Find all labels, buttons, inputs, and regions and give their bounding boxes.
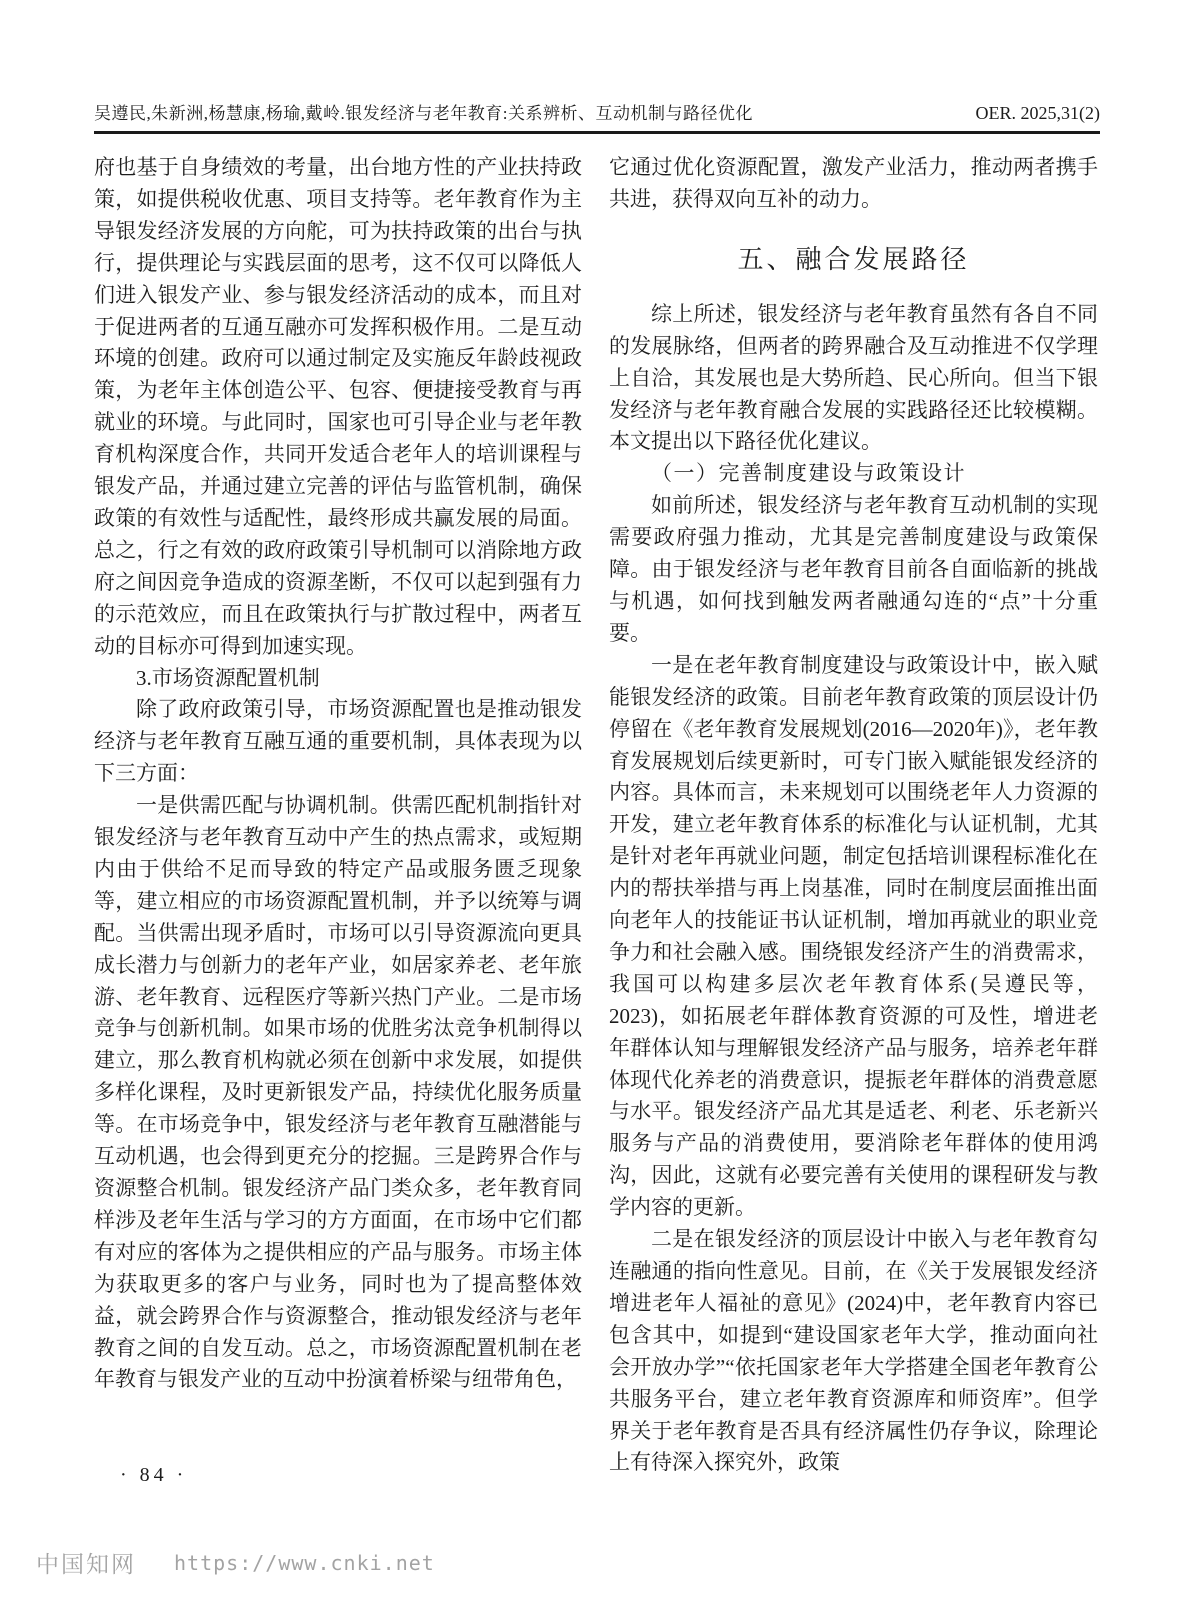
body-paragraph: 综上所述，银发经济与老年教育虽然有各自不同的发展脉络，但两者的跨界融合及互动推进不仅学理上自洽，其发展也是大势所趋、民心所向。但当下银发经济与老年教育融合发展的实践路径还比较模糊。本文提出以下路径优化建议。 (609, 301, 1098, 454)
body-paragraph: 除了政府政策引导，市场资源配置也是推动银发经济与老年教育互融互通的重要机制，具体表现为以下三方面： (94, 697, 582, 786)
subsection-heading: （一）完善制度建设与政策设计 (651, 461, 966, 486)
body-paragraph-continuation: 它通过优化资源配置，激发产业活力，推动两者携手共进，获得双向互补的动力。 (609, 155, 1098, 211)
header-rule (94, 131, 1100, 134)
cnki-url-text: https://www.cnki.net (174, 1550, 435, 1575)
body-paragraph: 一是供需匹配与协调机制。供需匹配机制指针对银发经济与老年教育互动中产生的热点需求，或短期内由于供给不足而导致的特定产品或服务匮乏现象等，建立相应的市场资源配置机制，并予以统筹与调配。当供需出现矛盾时，市场可以引导资源流向更具成长潜力与创新力的老年产业，如居家养老、老年旅游、老年教育、远程医疗等新兴热门产业。二是市场竞争与创新机制。如果市场的优胜劣汰竞争机制得以建立，那么教育机构就必须在创新中求发展，如提供多样化课程，及时更新银发产品，持续优化服务质量等。在市场竞争中，银发经济与老年教育互融潜能与互动机遇，也会得到更充分的挖掘。三是跨界合作与资源整合机制。银发经济产品门类众多，老年教育同样涉及老年生活与学习的方方面面，在市场中它们都有对应的客体为之提供相应的产品与服务。市场主体为获取更多的客户与业务，同时也为了提高整体效益，就会跨界合作与资源整合，推动银发经济与老年教育之间的自发互动。总之，市场资源配置机制在老年教育与银发产业的互动中扮演着桥梁与纽带角色， (94, 793, 582, 1392)
body-paragraph: 如前所述，银发经济与老年教育互动机制的实现需要政府强力推动，尤其是完善制度建设与政策保障。由于银发经济与老年教育目前各自面临新的挑战与机遇，如何找到触发两者融通勾连的“点”十分重要。 (609, 493, 1098, 645)
running-head-citation: 吴遵民,朱新洲,杨慧康,杨瑜,戴岭.银发经济与老年教育:关系辨析、互动机制与路径优化 (94, 104, 753, 123)
body-paragraph: 二是在银发经济的顶层设计中嵌入与老年教育勾连融通的指向性意见。目前，在《关于发展银发经济增进老年人福祉的意见》(2024)中，老年教育内容已包含其中，如提到“建设国家老年大学，推动面向社会开放办学”“依托国家老年大学搭建全国老年教育公共服务平台，建立老年教育资源库和师资库”。但学界关于老年教育是否具有经济属性仍存争议，除理论上有待深入探究外，政策 (609, 1227, 1098, 1475)
right-column (609, 152, 1098, 1479)
body-paragraph-continuation: 府也基于自身绩效的考量，出台地方性的产业扶持政策，如提供税收优惠、项目支持等。老年教育作为主导银发经济发展的方向舵，可为扶持政策的出台与执行，提供理论与实践层面的思考，这不仅可以降低人们进入银发产业、参与银发经济活动的成本，而且对于促进两者的互通互融亦可发挥积极作用。二是互动环境的创建。政府可以通过制定及实施反年龄歧视政策，为老年主体创造公平、包容、便捷接受教育与再就业的环境。与此同时，国家也可引导企业与老年教育机构深度合作，共同开发适合老年人的培训课程与银发产品，并通过建立完善的评估与监管机制，确保政策的有效性与适配性，最终形成共赢发展的局面。总之，行之有效的政府政策引导机制可以消除地方政府之间因竞争造成的资源垄断，不仅可以起到强有力的示范效应，而且在政策执行与扩散过程中，两者互动的目标亦可得到加速实现。 (94, 155, 582, 658)
cnki-brand-text: 中国知网 (36, 1552, 136, 1577)
watermark (36, 1546, 435, 1579)
page-number: · 84 · (120, 1464, 188, 1486)
body-paragraph: 一是在老年教育制度建设与政策设计中，嵌入赋能银发经济的政策。目前老年教育政策的顶层设计仍停留在《老年教育发展规划(2016—2020年)》，老年教育发展规划后续更新时，可专门嵌入赋能银发经济的内容。具体而言，未来规划可以围绕老年人力资源的开发，建立老年教育体系的标准化与认证机制，尤其是针对老年再就业问题，制定包括培训课程标准化在内的帮扶举措与再上岗基准，同时在制度层面推出面向老年人的技能证书认证机制，增加再就业的职业竞争力和社会融入感。围绕银发经济产生的消费需求，我国可以构建多层次老年教育体系(吴遵民等，2023)，如拓展老年群体教育资源的可及性，增进老年群体认知与理解银发经济产品与服务，培养老年群体现代化养老的消费意识，提振老年群体的消费意愿与水平。银发经济产品尤其是适老、利老、乐老新兴服务与产品的消费使用，要消除老年群体的使用鸿沟，因此，这就有必要完善有关使用的课程研发与教学内容的更新。 (609, 652, 1098, 1220)
numbered-subsection-heading: 3.市场资源配置机制 (136, 665, 320, 690)
running-head-journal: OER. 2025,31(2) (975, 103, 1100, 123)
section-heading: 五、融合发展路径 (737, 244, 970, 274)
page-header (94, 99, 1100, 124)
left-column (94, 152, 582, 1396)
